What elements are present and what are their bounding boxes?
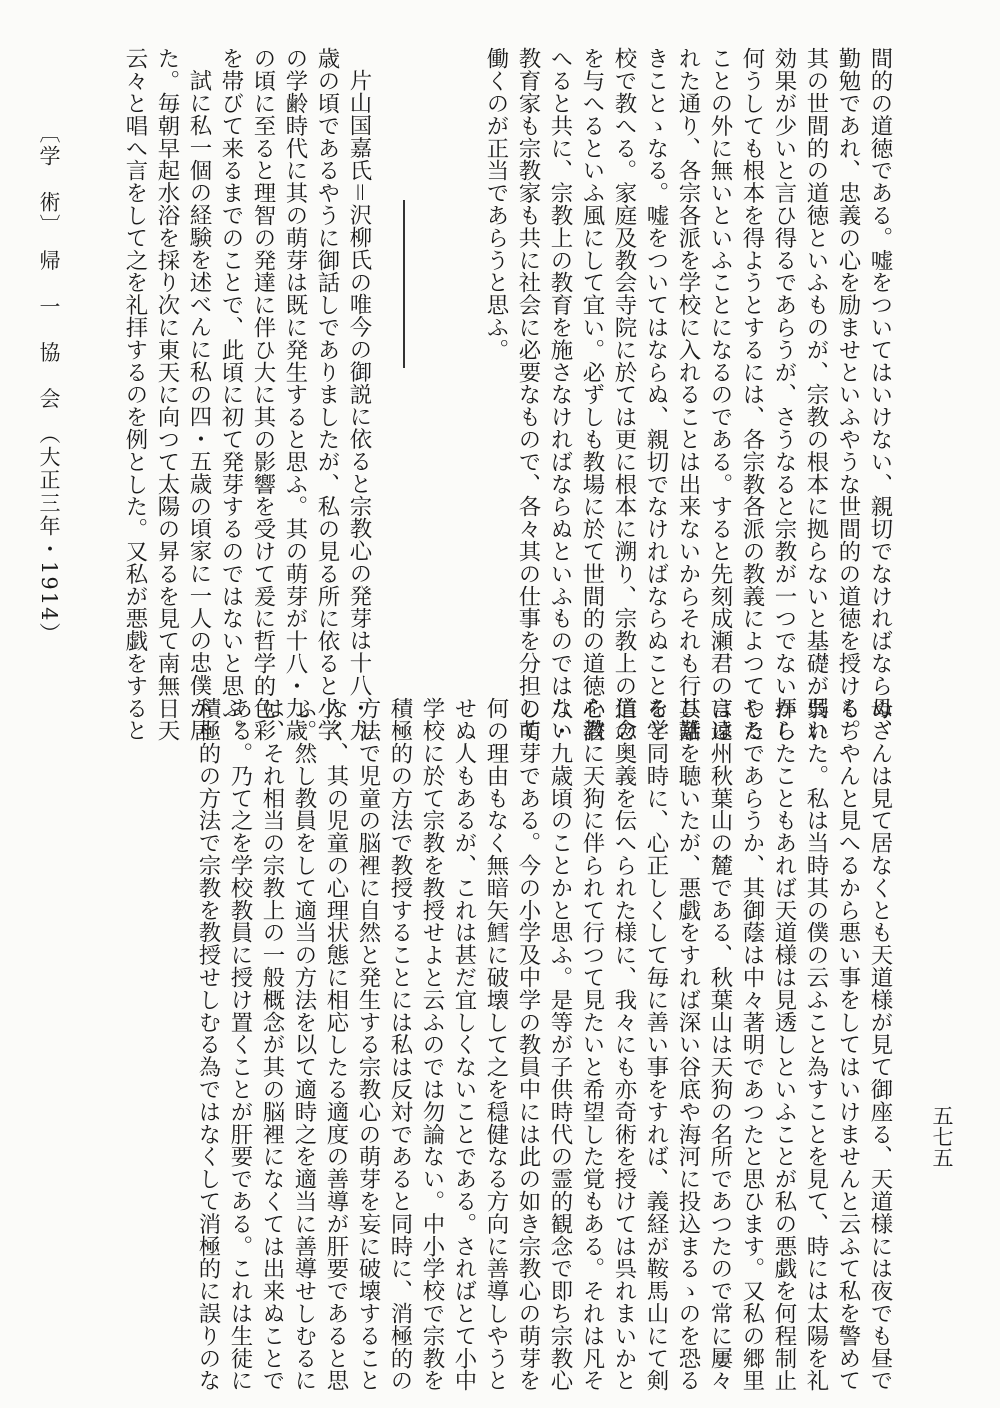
text-column: 其話を聴いたが、悪戯をすれば深い谷底や海河に投込まるゝのを恐る — [675, 697, 701, 1392]
text-column: 何の理由もなく無暗矢鱈に破壊して之を穏健なる方向に善導しやうと — [483, 697, 509, 1392]
text-column: なく、其の児童の心理状態に相応したる適度の善導が肝要であると思 — [323, 697, 349, 1392]
text-column: 母さんは見て居なくとも天道様が見て御座る、天道様には夜でも昼で — [867, 697, 893, 1392]
text-column: 積極的の方法で宗教を教授せしむる為ではなくして消極的に誤りのな — [195, 697, 221, 1392]
text-column: 云々と唱へ言をして之を礼拝するのを例とした。又私が悪戯をすると — [122, 47, 148, 742]
text-column: を与へるといふ風にして宜い。必ずしも教場に於て世間的の道徳を教 — [579, 47, 605, 742]
text-column: 勤勉であれ、忠義の心を励ませといふやうな世間的の道徳を授ける。 — [835, 47, 861, 742]
text-column: は遠州秋葉山の麓である、秋葉山は天狗の名所であつたので常に屢々 — [707, 697, 733, 1392]
text-column: 効果が少いと言ひ得るであらうが、さうなると宗教が一つでないから — [771, 47, 797, 742]
text-column: きことゝなる。嘘をついてはならぬ、親切でなければならぬことを学 — [643, 47, 669, 742]
text-column: ふ。然し教員をして適当の方法を以て適時之を適当に善導せしむるに — [291, 697, 317, 1392]
text-column: 学校に於て宗教を教授せよと云ふのでは勿論ない。中小学校で宗教を — [419, 697, 445, 1392]
text-column: の頃に至ると理智の発達に伴ひ大に其の影響を受けて爰に哲学的色彩 — [250, 47, 276, 742]
text-column: ると同時に、心正しくして毎に善い事をすれば、義経が鞍馬山にて剣 — [643, 697, 669, 1392]
page-number: 五七五 — [930, 1105, 954, 1168]
text-column: の萌芽である。今の小学及中学の教員中には此の如き宗教心の萌芽を — [515, 697, 541, 1392]
text-column: ことの外に無いといふことになるのである。すると先刻成瀬君の言は — [707, 47, 733, 742]
text-column: 間的の道徳である。嘘をついてはいけない、親切でなければならぬ、 — [867, 47, 893, 742]
running-header: 〔学 術〕 帰 一 協 会 （大正三年・1914） — [37, 122, 61, 646]
text-column: 呉れた。私は当時其の僕の云ふこと為すことを見て、時には太陽を礼 — [803, 697, 829, 1392]
text-column: ある。乃て之を学校教員に授け置くことが肝要である。これは生徒に — [227, 697, 253, 1392]
text-column: 積極的の方法で教授することには私は反対であると同時に、消極的の — [387, 697, 413, 1392]
text-column: せぬ人もあるが、これは甚だ宜しくないことである。さればとて小中 — [451, 697, 477, 1392]
text-column: 教育家も宗教家も共に社会に必要なもので、各々其の仕事を分担して — [515, 47, 541, 742]
text-column: 拝したこともあれば天道様は見透しといふことが私の悪戯を何程制止 — [771, 697, 797, 1392]
text-column: 働くのが正当であらうと思ふ。 — [483, 47, 509, 361]
section-divider — [403, 200, 405, 368]
text-column: へると共に、宗教上の教育を施さなければならぬといふものではない — [547, 47, 573, 742]
text-column: 其の世間的の道徳といふものが、宗教の根本に拠らないと基礎が弱い — [803, 47, 829, 742]
text-column: 片山国嘉氏＝沢柳氏の唯今の御説に依ると宗教心の発芽は十八・九 — [346, 69, 372, 741]
text-column: は、それ相当の宗教上の一般概念が其の脳裡になくては出来ぬことで — [259, 697, 285, 1392]
text-column: 八・九歳頃のことかと思ふ。是等が子供時代の霊的観念で即ち宗教心 — [547, 697, 573, 1392]
text-column: もちやんと見へるから悪い事をしてはいけませんと云ふて私を警めて — [835, 697, 861, 1392]
text-column: た。毎朝早起水浴を採り次に東天に向つて太陽の昇るを見て南無日天 — [154, 47, 180, 742]
text-column: 方法で児童の脳裡に自然と発生する宗教心の萌芽を妄に破壊すること — [355, 697, 381, 1392]
text-column: 道の奥義を伝へられた様に、我々にも亦奇術を授けては呉れまいかと — [611, 697, 637, 1392]
text-column: 試に私一個の経験を述べんに私の四・五歳の頃家に一人の忠僕が居 — [186, 69, 212, 741]
text-column: 歳の頃であるやうに御話しでありましたが、私の見る所に依ると小学 — [314, 47, 340, 742]
text-column: したであらうか、其御蔭は中々著明であつたと思ひます。又私の郷里 — [739, 697, 765, 1392]
text-column: れた通り、各宗各派を学校に入れることは出来ないからそれも行ひ難 — [675, 47, 701, 742]
text-column: 心潜に天狗に伴られて行つて見たいと希望した覚もある。それは凡そ — [579, 697, 605, 1392]
text-column: 何うしても根本を得ようとするには、各宗教各派の教義によつてやる — [739, 47, 765, 742]
text-column: を帯びて来るまでのことで、此頃に初て発芽するのではないと思ふ。 — [218, 47, 244, 742]
text-column: の学齢時代に其の萌芽は既に発生すると思ふ。其の萌芽が十八・九歳 — [282, 47, 308, 742]
text-column: 校で教へる。家庭及教会寺院に於ては更に根本に溯り、宗教上の信念 — [611, 47, 637, 742]
